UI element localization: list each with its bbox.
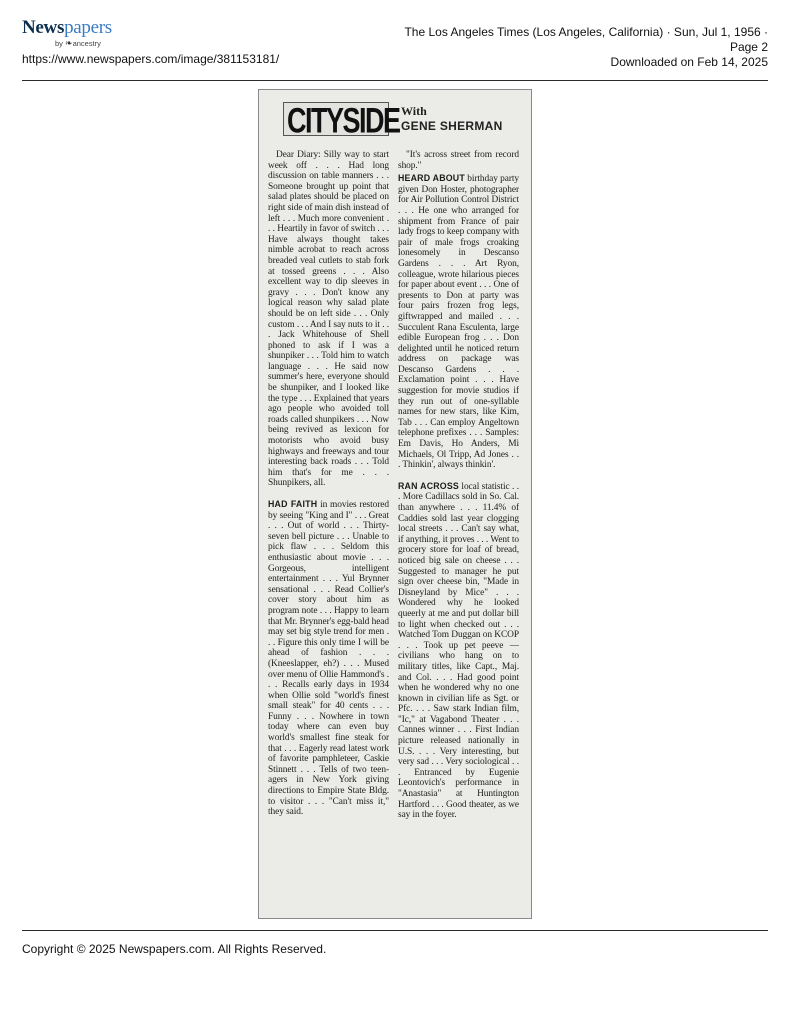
newspaper-clipping xyxy=(258,89,532,919)
article-paragraph: "It's across street from record shop." xyxy=(398,150,519,171)
article-column-2 xyxy=(398,150,519,919)
page-header xyxy=(0,0,791,80)
column-author: GENE SHERMAN xyxy=(401,119,503,133)
column-title: CITYSIDE xyxy=(287,101,400,141)
paragraph-body: in movies restored by seeing "King and I" . . . Great . . . Out of world . . . Thirty-seven bell picture . . . Unable to pick flaw . . . Seldom this enthusiastic about movie . . . Gorgeous, intelligent entertainment . . . Yul Brynner sensational . . . Read Collier's cover story about him as program note . . . Happy to learn that Mr. Brynner's egg-bald head may set big style trend for men . . . Figure this only time I will be ahead of fashion . . . (Kneeslapper, eh?) . . . Mused over menu of Ollie Hammond's . . . Recalls early days in 1934 when Ollie sold "world's finest small steak" for 40 cents . . . Funny . . . Nowhere in town today where can even buy world's smallest fine steak for that . . . Eagerly read latest work of favorite pamphleteer, Caskie Stinnett . . . Tells of two teen-agers in New York giving directions to Empire State Bldg. to visitor . . . "Can't miss it," they said. xyxy=(268,500,389,818)
newspapers-logo[interactable] xyxy=(22,18,112,49)
paragraph-body: birthday party given Don Hoster, photographer for Air Pollution Control District . . . He one who arranged for shipment from France of pair lady frogs to keep company with pair of male frogs croaking lonesomely in Descanso Gardens . . . Art Ryon, colleague, wrote hilarious pieces for paper about event . . . One of presents to Don at party was four pairs frozen frog legs, giftwrapped and mailed . . . Succulent Rana Esculenta, large edible European frog . . . Don delighted until he noticed return address on package was Descanso Gardens . . . Exclamation point . . . Have suggestion for movie studios if they run out of one-syllable names for new stars, like Kim, Tab . . . Can employ Angeltown telephone prefixes . . . Samples: Em Davis, Ho Anders, Mi Michaels, Ol Tripp, Ad Jones . . . Thinkin', always thinkin'. xyxy=(398,174,519,471)
copyright-notice: Copyright © 2025 Newspapers.com. All Rights Reserved. xyxy=(22,942,327,956)
logo-wordmark xyxy=(22,18,112,37)
article-paragraph xyxy=(398,173,519,471)
logo-word-papers: papers xyxy=(64,17,112,38)
publication-info xyxy=(388,25,768,70)
ancestry-leaf-icon: ❧ xyxy=(65,38,73,48)
article-column-1 xyxy=(268,150,389,919)
header-divider xyxy=(22,80,768,81)
logo-byline xyxy=(55,38,112,49)
page-number: Page 2 xyxy=(729,40,768,54)
image-url[interactable]: https://www.newspapers.com/image/381153181/ xyxy=(22,52,280,66)
section-lead: RAN ACROSS xyxy=(398,480,459,491)
logo-word-news: News xyxy=(22,17,65,38)
download-date: Downloaded on Feb 14, 2025 xyxy=(610,55,768,69)
article-paragraph xyxy=(268,499,389,818)
masthead-with: With xyxy=(401,104,427,118)
paragraph-body: local statistic . . . More Cadillacs sold in So. Cal. than anywhere . . . 11.4% of Caddies sold last year clogging local streets . . . Can't say what, if anything, it proves . . . Went to grocery store for loaf of bread, noticed big sale on cheese . . . Suggested to manager he put sign over cheese bin, "Made in Disneyland by Mice" . . . Wondered why he looked queerly at me and put dollar bill to light when checked out . . . Watched Tom Duggan on KCOP . . . Took up pet peeve —civilians who hang on to military titles, like Capt., Maj. and Col. . . . Had good point when he wondered why no one known in civilian life as Sgt. or Pfc. . . . Saw stark Indian film, "Ic," at Vagabond Theater . . . Cannes winner . . . First Indian picture released nationally in U.S. . . . Very interesting, but very sad . . . Very sociological . . . Entranced by Eugenie Leontovich's performance in "Anastasia" at Huntington Hartford . . . Good theater, as we say in the foyer. xyxy=(398,481,519,821)
logo-ancestry: ancestry xyxy=(72,39,101,48)
article-paragraph: Dear Diary: Silly way to start week off . . . Had long discussion on table manners . . . Someone brought up point that salad plates should be placed on right side of main dish instead of left . . . Much more convenient . . . Heartily in favor of switch . . . Have always thought takes nimble acrobat to reach across breaded veal cutlets to stab fork at tossed greens . . . Also excellent way to dip sleeves in gravy . . . Don't know any logical reason why salad plate should be on left side . . . Only custom . . . And I say nuts to it . . . Jack Whitehouse of Shell phoned to ask if I was a shunpiker . . . Told him to watch language . . . He said now summer's here, everyone should be shunpiker, and I looked like the type . . . Explained that years ago people who avoided toll roads called shunpikers . . . Now being revived as lexicon for motorists who avoid busy highways and freeways and tour interesting back roads . . . Told him that's for me . . . Shunpikers, all. xyxy=(268,150,389,489)
article-paragraph xyxy=(398,481,519,821)
column-masthead xyxy=(267,96,523,142)
section-lead: HEARD ABOUT xyxy=(398,173,465,184)
publication-title: The Los Angeles Times (Los Angeles, California) · Sun, Jul 1, 1956 · xyxy=(404,25,768,39)
section-lead: HAD FAITH xyxy=(268,499,318,509)
footer-divider xyxy=(22,930,768,931)
logo-by: by xyxy=(55,39,63,48)
